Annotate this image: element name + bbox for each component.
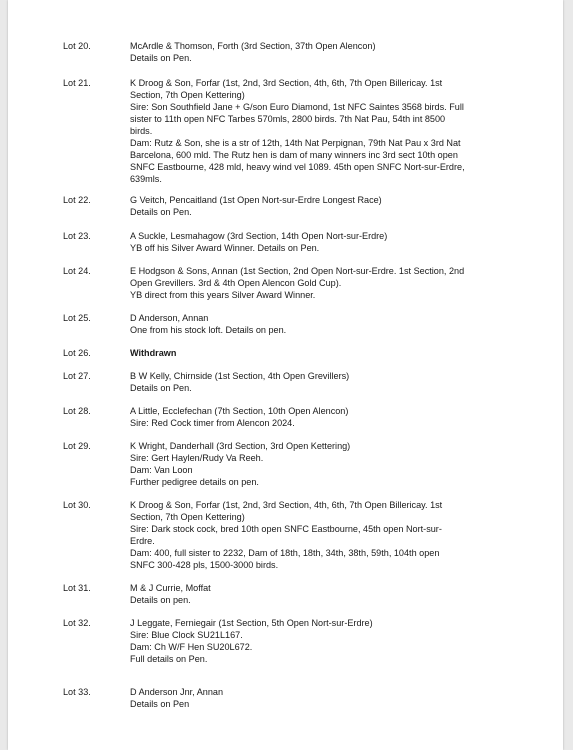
lot-entrant: D Anderson Jnr, Annan (130, 687, 224, 697)
lot-detail-line: Open Grevillers. 3rd & 4th Open Alencon Gold Cup). (130, 278, 342, 288)
lot-detail-line: Sire: Dark stock cock, bred 10th open SNFC Eastbourne, 45th open Nort-sur- (130, 524, 442, 534)
lot-number: Lot 32. (63, 618, 91, 628)
lot-detail-line: Details on Pen (130, 699, 190, 709)
lot-detail-line: Dam: 400, full sister to 2232, Dam of 18th, 18th, 34th, 38th, 59th, 104th open (130, 548, 440, 558)
lot-description (130, 405, 573, 429)
lot-number: Lot 21. (63, 78, 91, 88)
lot-entrant: K Droog & Son, Forfar (1st, 2nd, 3rd Section, 4th, 6th, 7th Open Billericay. 1st (130, 500, 443, 510)
lot-detail-line: Dam: Van Loon (130, 465, 193, 475)
lot-detail-line: Dam: Rutz & Son, she is a str of 12th, 14th Nat Perpignan, 79th Nat Pau x 3rd Nat (130, 138, 461, 148)
lot-detail-line: 639mls. (130, 174, 162, 184)
lot-detail-line: Barcelona, 600 mld. The Rutz hen is dam of many winners inc 3rd sect 10th open (130, 150, 458, 160)
lot-detail-line: SNFC Eastbourne, 428 mld, heavy wind vel 1089. 45th open SNFC Nort-sur-Erdre, (130, 162, 465, 172)
lot-entrant: K Droog & Son, Forfar (1st, 2nd, 3rd Section, 4th, 6th, 7th Open Billericay. 1st (130, 78, 443, 88)
lot-description (130, 499, 573, 571)
lot-detail-line: Sire: Son Southfield Jane + G/son Euro Diamond, 1st NFC Saintes 3568 birds. Full (130, 102, 464, 112)
lot-entrant: J Leggate, Ferniegair (1st Section, 5th Open Nort-sur-Erdre) (130, 618, 373, 628)
lot-detail-line: Further pedigree details on pen. (130, 477, 259, 487)
lot-number: Lot 33. (63, 687, 91, 697)
lot-number: Lot 30. (63, 500, 91, 510)
lot-description (130, 440, 573, 488)
lot-entrant: K Wright, Danderhall (3rd Section, 3rd Open Kettering) (130, 441, 351, 451)
lot-detail-line: Details on Pen. (130, 207, 192, 217)
lot-description (130, 347, 573, 359)
lot-number: Lot 20. (63, 41, 91, 51)
lot-description (130, 265, 573, 301)
lot-detail-line: Sire: Blue Clock SU21L167. (130, 630, 243, 640)
lot-description (130, 686, 573, 710)
lot-detail-line: Full details on Pen. (130, 654, 208, 664)
lot-detail-line: Sire: Gert Haylen/Rudy Va Reeh. (130, 453, 264, 463)
lot-detail-line: YB off his Silver Award Winner. Details on Pen. (130, 243, 320, 253)
lot-entrant: M & J Currie, Moffat (130, 583, 211, 593)
lot-description (130, 40, 573, 64)
lot-detail-line: Details on Pen. (130, 383, 192, 393)
lot-detail-line: Section, 7th Open Kettering) (130, 90, 245, 100)
lot-entrant: D Anderson, Annan (130, 313, 209, 323)
lot-description (130, 582, 573, 606)
lot-detail-line: Details on pen. (130, 595, 191, 605)
lot-entrant: E Hodgson & Sons, Annan (1st Section, 2nd Open Nort-sur-Erdre. 1st Section, 2nd (130, 266, 465, 276)
catalogue-page (8, 0, 563, 750)
lot-detail-line: birds. (130, 126, 153, 136)
lot-number: Lot 28. (63, 406, 91, 416)
lot-number: Lot 29. (63, 441, 91, 451)
lot-number: Lot 26. (63, 348, 91, 358)
lot-detail-line: Dam: Ch W/F Hen SU20L672. (130, 642, 253, 652)
lot-detail-line: YB direct from this years Silver Award Winner. (130, 290, 316, 300)
lot-description (130, 370, 573, 394)
lot-number: Lot 23. (63, 231, 91, 241)
lot-detail-line: SNFC 300-428 pls, 1500-3000 birds. (130, 560, 279, 570)
lot-number: Lot 25. (63, 313, 91, 323)
lot-description (130, 617, 573, 665)
lot-entrant: G Veitch, Pencaitland (1st Open Nort-sur-Erdre Longest Race) (130, 195, 382, 205)
lot-entrant: A Little, Ecclefechan (7th Section, 10th Open Alencon) (130, 406, 349, 416)
lot-entrant: Withdrawn (130, 348, 177, 358)
lot-number: Lot 24. (63, 266, 91, 276)
lot-number: Lot 22. (63, 195, 91, 205)
lot-detail-line: sister to 11th open NFC Tarbes 570mls, 2800 birds. 7th Nat Pau, 54th int 8500 (130, 114, 446, 124)
lot-description (130, 194, 573, 218)
lot-detail-line: Details on Pen. (130, 53, 192, 63)
lot-detail-line: Sire: Red Cock timer from Alencon 2024. (130, 418, 295, 428)
lot-entrant: McArdle & Thomson, Forth (3rd Section, 37th Open Alencon) (130, 41, 376, 51)
lot-description (130, 230, 573, 254)
lot-description (130, 312, 573, 336)
lot-detail-line: One from his stock loft. Details on pen. (130, 325, 287, 335)
lot-detail-line: Erdre. (130, 536, 155, 546)
lot-description (130, 77, 573, 185)
lot-detail-line: Section, 7th Open Kettering) (130, 512, 245, 522)
lot-number: Lot 31. (63, 583, 91, 593)
lot-number: Lot 27. (63, 371, 91, 381)
lot-entrant: A Suckle, Lesmahagow (3rd Section, 14th Open Nort-sur-Erdre) (130, 231, 388, 241)
lot-entrant: B W Kelly, Chirnside (1st Section, 4th Open Grevillers) (130, 371, 350, 381)
